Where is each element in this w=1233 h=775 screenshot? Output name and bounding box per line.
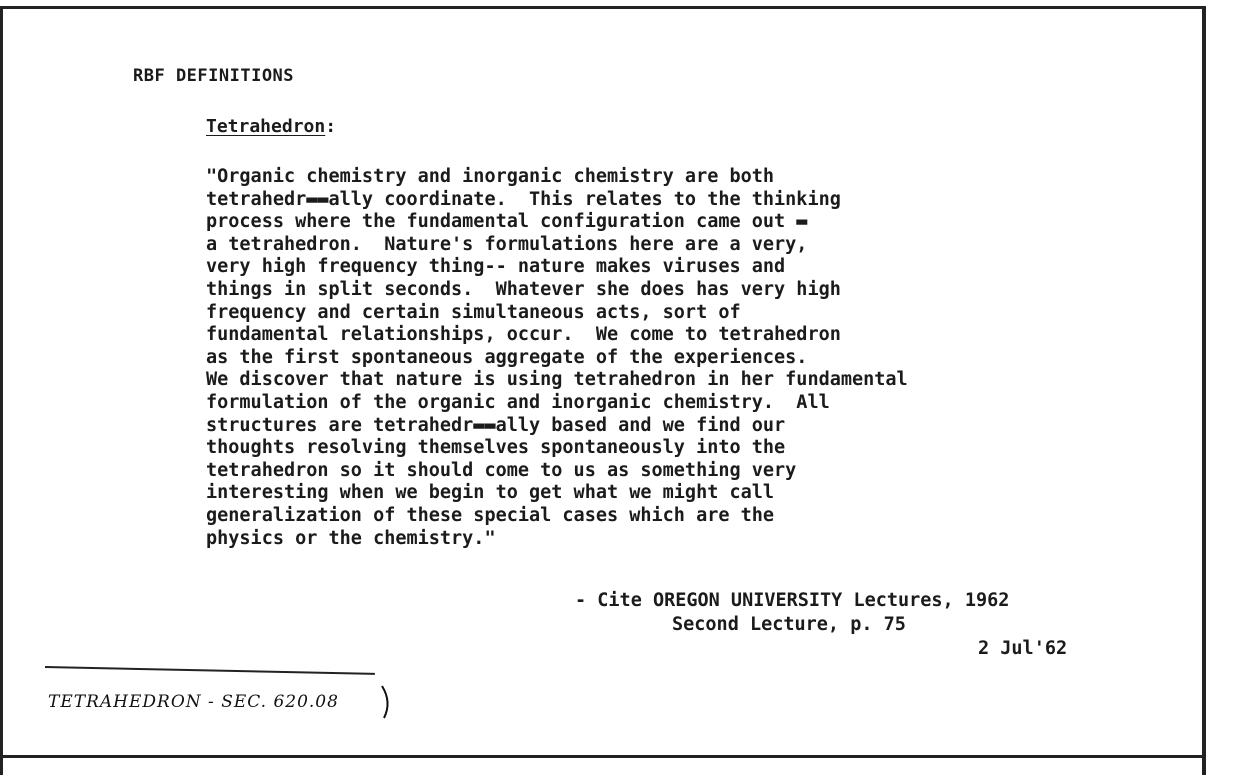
quote-line: physics or the chemistry." — [206, 527, 496, 549]
handwritten-rule — [45, 666, 375, 675]
term-heading — [206, 116, 336, 137]
quote-line: fundamental relationships, occur. We come to tetrahedron — [206, 324, 841, 346]
quote-line: as the first spontaneous aggregate of the experiences. — [206, 346, 808, 368]
quote-line: tetrahedron so it should come to us as something very — [206, 459, 797, 481]
quote-line: frequency and certain simultaneous acts, sort of — [206, 301, 741, 323]
page-border-left — [0, 6, 3, 775]
handwritten-bracket — [380, 684, 394, 720]
handwritten-note: TETRAHEDRON - SEC. 620.08 — [48, 692, 339, 712]
citation-page: Second Lecture, p. 75 — [672, 614, 906, 635]
quote-line: things in split seconds. Whatever she does has very high — [206, 278, 841, 300]
term-colon: : — [325, 116, 337, 137]
quote-line: formulation of the organic and inorganic chemistry. All — [206, 391, 830, 413]
page-border-right — [1202, 6, 1206, 775]
quote-line: very high frequency thing-- nature makes viruses and — [206, 256, 786, 278]
quote-line: process where the fundamental configuration came out ▬ — [206, 211, 808, 233]
quote-line: structures are tetrahedr▬▬ally based and we find our — [206, 414, 786, 436]
citation-source: - Cite OREGON UNIVERSITY Lectures, 1962 — [575, 590, 1010, 611]
quote-line: tetrahedr▬▬ally coordinate. This relates to the thinking — [206, 188, 841, 210]
quote-line: We discover that nature is using tetrahedron in her fundamental — [206, 369, 908, 391]
quote-line: interesting when we begin to get what we might call — [206, 482, 775, 504]
page-border-bottom — [0, 755, 1206, 758]
quote-line: "Organic chemistry and inorganic chemistry are both — [206, 166, 775, 187]
quote-line: generalization of these special cases which are the — [206, 504, 775, 526]
page-border-top — [0, 6, 1206, 9]
definition-quote — [206, 166, 1166, 550]
quote-line: a tetrahedron. Nature's formulations here are a very, — [206, 233, 808, 255]
quote-line: thoughts resolving themselves spontaneously into the — [206, 437, 786, 459]
document-header: RBF DEFINITIONS — [133, 66, 295, 86]
term-name: Tetrahedron — [206, 116, 326, 137]
citation-date: 2 Jul'62 — [978, 638, 1068, 659]
